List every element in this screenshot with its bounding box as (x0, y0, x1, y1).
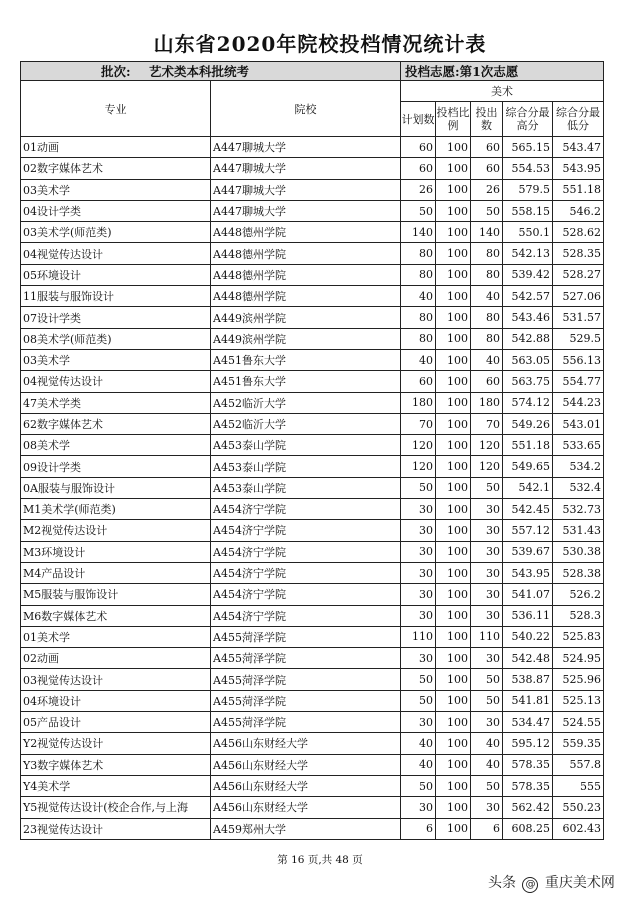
cell-max: 536.11 (503, 605, 553, 626)
cell-major: 08美术学(师范类) (21, 328, 211, 349)
cell-max: 551.18 (503, 435, 553, 456)
cell-major: 08美术学 (21, 435, 211, 456)
cell-out: 30 (471, 562, 503, 583)
table-row (21, 456, 604, 477)
cell-ratio: 100 (436, 797, 471, 818)
cell-ratio: 100 (436, 584, 471, 605)
cell-max: 562.42 (503, 797, 553, 818)
cell-ratio: 100 (436, 733, 471, 754)
table-row (21, 584, 604, 605)
cell-school: A454济宁学院 (211, 541, 401, 562)
cell-major: M4产品设计 (21, 562, 211, 583)
cell-ratio: 100 (436, 286, 471, 307)
cell-out: 60 (471, 137, 503, 158)
cell-max: 578.35 (503, 754, 553, 775)
cell-ratio: 100 (436, 392, 471, 413)
cell-out: 80 (471, 307, 503, 328)
cell-min: 531.43 (553, 520, 604, 541)
table-row (21, 754, 604, 775)
cell-major: 62数字媒体艺术 (21, 413, 211, 434)
cell-min: 546.2 (553, 200, 604, 221)
cell-ratio: 100 (436, 264, 471, 285)
cell-major: Y4美术学 (21, 775, 211, 796)
cell-ratio: 100 (436, 775, 471, 796)
cell-major: M5服装与服饰设计 (21, 584, 211, 605)
cell-ratio: 100 (436, 562, 471, 583)
cell-major: 01美术学 (21, 626, 211, 647)
cell-major: Y3数字媒体艺术 (21, 754, 211, 775)
cell-max: 563.75 (503, 371, 553, 392)
table-row (21, 775, 604, 796)
cell-plan: 30 (401, 584, 436, 605)
table-row (21, 477, 604, 498)
watermark (488, 872, 615, 893)
cell-min: 557.8 (553, 754, 604, 775)
table-row (21, 648, 604, 669)
cell-max: 542.88 (503, 328, 553, 349)
table-row (21, 626, 604, 647)
header-school: 院校 (211, 81, 401, 137)
cell-out: 30 (471, 797, 503, 818)
cell-out: 30 (471, 605, 503, 626)
header-plan: 计划数 (401, 102, 436, 137)
cell-min: 527.06 (553, 286, 604, 307)
cell-major: M2视觉传达设计 (21, 520, 211, 541)
cell-out: 40 (471, 733, 503, 754)
cell-school: A454济宁学院 (211, 520, 401, 541)
table-row (21, 392, 604, 413)
cell-plan: 30 (401, 520, 436, 541)
cell-plan: 80 (401, 264, 436, 285)
cell-school: A448德州学院 (211, 222, 401, 243)
cell-max: 542.13 (503, 243, 553, 264)
wish-label: 投档志愿:第1次志愿 (401, 62, 604, 81)
cell-major: 03美术学 (21, 349, 211, 370)
cell-min: 530.38 (553, 541, 604, 562)
cell-plan: 50 (401, 690, 436, 711)
cell-major: 23视觉传达设计 (21, 818, 211, 839)
cell-out: 120 (471, 456, 503, 477)
cell-max: 558.15 (503, 200, 553, 221)
cell-major: 0A服装与服饰设计 (21, 477, 211, 498)
table-row (21, 158, 604, 179)
cell-min: 555 (553, 775, 604, 796)
cell-ratio: 100 (436, 818, 471, 839)
table-row (21, 520, 604, 541)
cell-ratio: 100 (436, 456, 471, 477)
cell-out: 50 (471, 200, 503, 221)
cell-major: 02数字媒体艺术 (21, 158, 211, 179)
cell-ratio: 100 (436, 605, 471, 626)
cell-max: 542.1 (503, 477, 553, 498)
cell-out: 50 (471, 477, 503, 498)
cell-max: 579.5 (503, 179, 553, 200)
admission-table (20, 61, 604, 840)
cell-plan: 26 (401, 179, 436, 200)
cell-major: 47美术学类 (21, 392, 211, 413)
table-row (21, 562, 604, 583)
cell-max: 595.12 (503, 733, 553, 754)
cell-school: A454济宁学院 (211, 584, 401, 605)
header-ratio: 投档比例 (436, 102, 471, 137)
cell-plan: 30 (401, 797, 436, 818)
cell-ratio: 100 (436, 158, 471, 179)
cell-max: 550.1 (503, 222, 553, 243)
cell-max: 542.45 (503, 499, 553, 520)
cell-max: 542.48 (503, 648, 553, 669)
table-row (21, 307, 604, 328)
table-body (21, 137, 604, 840)
header-group: 美术 (401, 81, 604, 102)
cell-min: 602.43 (553, 818, 604, 839)
cell-school: A452临沂大学 (211, 392, 401, 413)
table-row (21, 349, 604, 370)
cell-plan: 6 (401, 818, 436, 839)
cell-school: A451鲁东大学 (211, 371, 401, 392)
watermark-prefix: 头条 (488, 875, 516, 891)
cell-ratio: 100 (436, 349, 471, 370)
cell-plan: 40 (401, 349, 436, 370)
table-row (21, 328, 604, 349)
cell-ratio: 100 (436, 307, 471, 328)
cell-school: A455菏泽学院 (211, 626, 401, 647)
table-row (21, 435, 604, 456)
cell-out: 30 (471, 584, 503, 605)
cell-max: 539.67 (503, 541, 553, 562)
cell-min: 524.55 (553, 712, 604, 733)
table-row (21, 264, 604, 285)
table-row (21, 137, 604, 158)
table-row (21, 541, 604, 562)
cell-out: 140 (471, 222, 503, 243)
cell-min: 529.5 (553, 328, 604, 349)
cell-plan: 80 (401, 307, 436, 328)
cell-out: 30 (471, 648, 503, 669)
cell-plan: 180 (401, 392, 436, 413)
cell-max: 578.35 (503, 775, 553, 796)
cell-major: 05产品设计 (21, 712, 211, 733)
cell-min: 534.2 (553, 456, 604, 477)
cell-major: 03视觉传达设计 (21, 669, 211, 690)
cell-ratio: 100 (436, 179, 471, 200)
page-title: 山东省2020年院校投档情况统计表 (153, 32, 487, 56)
cell-major: 11服装与服饰设计 (21, 286, 211, 307)
header-min: 综合分最低分 (553, 102, 604, 137)
cell-out: 30 (471, 541, 503, 562)
cell-out: 80 (471, 264, 503, 285)
cell-ratio: 100 (436, 243, 471, 264)
cell-plan: 60 (401, 137, 436, 158)
cell-school: A455菏泽学院 (211, 669, 401, 690)
cell-ratio: 100 (436, 137, 471, 158)
at-icon: @ (522, 877, 538, 893)
cell-major: 04视觉传达设计 (21, 371, 211, 392)
cell-major: 05环境设计 (21, 264, 211, 285)
cell-out: 26 (471, 179, 503, 200)
cell-school: A456山东财经大学 (211, 797, 401, 818)
table-row (21, 286, 604, 307)
cell-max: 554.53 (503, 158, 553, 179)
cell-min: 528.27 (553, 264, 604, 285)
table-row (21, 179, 604, 200)
cell-school: A456山东财经大学 (211, 733, 401, 754)
table-row (21, 712, 604, 733)
cell-min: 532.73 (553, 499, 604, 520)
cell-ratio: 100 (436, 477, 471, 498)
cell-min: 543.95 (553, 158, 604, 179)
cell-out: 6 (471, 818, 503, 839)
cell-min: 531.57 (553, 307, 604, 328)
cell-plan: 60 (401, 158, 436, 179)
cell-min: 550.23 (553, 797, 604, 818)
cell-min: 543.47 (553, 137, 604, 158)
header-out: 投出数 (471, 102, 503, 137)
cell-out: 50 (471, 775, 503, 796)
cell-ratio: 100 (436, 648, 471, 669)
table-row (21, 818, 604, 839)
cell-out: 50 (471, 669, 503, 690)
cell-plan: 50 (401, 669, 436, 690)
cell-plan: 30 (401, 712, 436, 733)
cell-plan: 30 (401, 499, 436, 520)
cell-major: M1美术学(师范类) (21, 499, 211, 520)
cell-min: 528.38 (553, 562, 604, 583)
batch-row (21, 62, 604, 81)
cell-out: 60 (471, 158, 503, 179)
cell-school: A448德州学院 (211, 264, 401, 285)
table-row (21, 669, 604, 690)
cell-school: A447聊城大学 (211, 179, 401, 200)
cell-out: 40 (471, 286, 503, 307)
cell-ratio: 100 (436, 541, 471, 562)
cell-max: 543.95 (503, 562, 553, 583)
cell-out: 110 (471, 626, 503, 647)
cell-major: 07设计学类 (21, 307, 211, 328)
cell-major: 04设计学类 (21, 200, 211, 221)
cell-school: A455菏泽学院 (211, 690, 401, 711)
cell-max: 543.46 (503, 307, 553, 328)
cell-min: 525.83 (553, 626, 604, 647)
cell-plan: 30 (401, 605, 436, 626)
cell-plan: 40 (401, 754, 436, 775)
cell-min: 554.77 (553, 371, 604, 392)
cell-plan: 140 (401, 222, 436, 243)
table-row (21, 371, 604, 392)
cell-school: A454济宁学院 (211, 605, 401, 626)
cell-school: A449滨州学院 (211, 328, 401, 349)
cell-min: 559.35 (553, 733, 604, 754)
cell-ratio: 100 (436, 413, 471, 434)
cell-plan: 50 (401, 200, 436, 221)
cell-major: Y2视觉传达设计 (21, 733, 211, 754)
cell-min: 533.65 (553, 435, 604, 456)
cell-plan: 50 (401, 477, 436, 498)
header-major: 专业 (21, 81, 211, 137)
batch-label: 批次: (101, 64, 131, 79)
cell-school: A448德州学院 (211, 286, 401, 307)
cell-min: 532.4 (553, 477, 604, 498)
cell-plan: 70 (401, 413, 436, 434)
cell-school: A451鲁东大学 (211, 349, 401, 370)
cell-plan: 30 (401, 541, 436, 562)
cell-out: 30 (471, 499, 503, 520)
cell-max: 542.57 (503, 286, 553, 307)
cell-min: 526.2 (553, 584, 604, 605)
cell-school: A456山东财经大学 (211, 775, 401, 796)
cell-max: 549.26 (503, 413, 553, 434)
cell-school: A459郑州大学 (211, 818, 401, 839)
cell-out: 70 (471, 413, 503, 434)
table-row (21, 243, 604, 264)
table-row (21, 222, 604, 243)
cell-max: 539.42 (503, 264, 553, 285)
cell-major: Y5视觉传达设计(校企合作,与上海 (21, 797, 211, 818)
cell-major: 01动画 (21, 137, 211, 158)
cell-school: A447聊城大学 (211, 137, 401, 158)
cell-school: A447聊城大学 (211, 200, 401, 221)
cell-ratio: 100 (436, 669, 471, 690)
cell-school: A447聊城大学 (211, 158, 401, 179)
cell-plan: 50 (401, 775, 436, 796)
cell-out: 80 (471, 328, 503, 349)
cell-ratio: 100 (436, 435, 471, 456)
table-row (21, 797, 604, 818)
cell-min: 556.13 (553, 349, 604, 370)
cell-ratio: 100 (436, 520, 471, 541)
cell-max: 574.12 (503, 392, 553, 413)
cell-ratio: 100 (436, 222, 471, 243)
cell-max: 608.25 (503, 818, 553, 839)
table-row (21, 499, 604, 520)
cell-major: 02动画 (21, 648, 211, 669)
cell-plan: 40 (401, 286, 436, 307)
cell-major: 03美术学(师范类) (21, 222, 211, 243)
cell-school: A455菏泽学院 (211, 712, 401, 733)
cell-min: 525.96 (553, 669, 604, 690)
cell-max: 565.15 (503, 137, 553, 158)
cell-major: M6数字媒体艺术 (21, 605, 211, 626)
cell-max: 534.47 (503, 712, 553, 733)
cell-min: 528.3 (553, 605, 604, 626)
cell-ratio: 100 (436, 690, 471, 711)
cell-plan: 60 (401, 371, 436, 392)
table-row (21, 733, 604, 754)
cell-plan: 80 (401, 328, 436, 349)
cell-out: 30 (471, 712, 503, 733)
header-max: 综合分最高分 (503, 102, 553, 137)
cell-max: 557.12 (503, 520, 553, 541)
watermark-name: 重庆美术网 (544, 875, 615, 891)
cell-ratio: 100 (436, 371, 471, 392)
cell-max: 541.07 (503, 584, 553, 605)
cell-max: 549.65 (503, 456, 553, 477)
cell-school: A455菏泽学院 (211, 648, 401, 669)
cell-out: 80 (471, 243, 503, 264)
cell-max: 541.81 (503, 690, 553, 711)
cell-ratio: 100 (436, 626, 471, 647)
cell-out: 40 (471, 754, 503, 775)
cell-plan: 30 (401, 562, 436, 583)
cell-ratio: 100 (436, 712, 471, 733)
table-row (21, 200, 604, 221)
cell-max: 538.87 (503, 669, 553, 690)
cell-out: 60 (471, 371, 503, 392)
cell-major: 09设计学类 (21, 456, 211, 477)
cell-plan: 120 (401, 435, 436, 456)
cell-min: 544.23 (553, 392, 604, 413)
cell-out: 120 (471, 435, 503, 456)
batch-value: 艺术类本科批统考 (148, 64, 249, 79)
cell-max: 563.05 (503, 349, 553, 370)
cell-ratio: 100 (436, 754, 471, 775)
header-row-1 (21, 81, 604, 102)
cell-min: 551.18 (553, 179, 604, 200)
cell-min: 525.13 (553, 690, 604, 711)
cell-ratio: 100 (436, 499, 471, 520)
page-footer: 第 16 页,共 48 页 (277, 854, 363, 866)
cell-plan: 80 (401, 243, 436, 264)
cell-plan: 120 (401, 456, 436, 477)
cell-min: 528.62 (553, 222, 604, 243)
cell-min: 543.01 (553, 413, 604, 434)
cell-max: 540.22 (503, 626, 553, 647)
cell-ratio: 100 (436, 200, 471, 221)
cell-school: A452临沂大学 (211, 413, 401, 434)
cell-school: A454济宁学院 (211, 499, 401, 520)
cell-ratio: 100 (436, 328, 471, 349)
cell-min: 524.95 (553, 648, 604, 669)
cell-plan: 40 (401, 733, 436, 754)
table-row (21, 605, 604, 626)
cell-school: A453泰山学院 (211, 477, 401, 498)
cell-major: 03美术学 (21, 179, 211, 200)
cell-min: 528.35 (553, 243, 604, 264)
cell-school: A456山东财经大学 (211, 754, 401, 775)
cell-out: 180 (471, 392, 503, 413)
table-row (21, 690, 604, 711)
cell-plan: 30 (401, 648, 436, 669)
batch-cell (21, 62, 401, 81)
cell-school: A454济宁学院 (211, 562, 401, 583)
cell-school: A448德州学院 (211, 243, 401, 264)
cell-major: 04视觉传达设计 (21, 243, 211, 264)
cell-out: 40 (471, 349, 503, 370)
cell-school: A453泰山学院 (211, 456, 401, 477)
cell-school: A453泰山学院 (211, 435, 401, 456)
cell-out: 30 (471, 520, 503, 541)
cell-major: M3环境设计 (21, 541, 211, 562)
cell-major: 04环境设计 (21, 690, 211, 711)
cell-out: 50 (471, 690, 503, 711)
cell-school: A449滨州学院 (211, 307, 401, 328)
table-row (21, 413, 604, 434)
cell-plan: 110 (401, 626, 436, 647)
